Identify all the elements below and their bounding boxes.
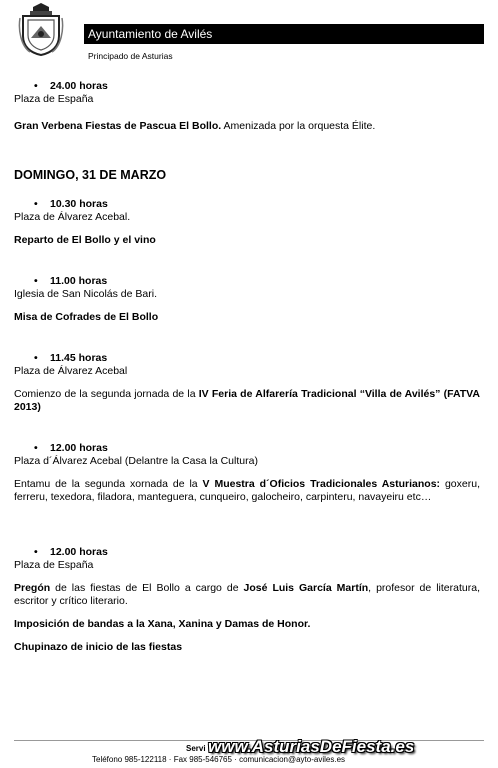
event-description: Entamu de la segunda xornada de la V Muestra d´Oficios Tradicionales Asturianos: goxeru, ferreru, texedora, filadora, manteguera, cunqueiro, galocheiro, carpinteru, navayeiru etc… — [14, 478, 480, 503]
event-description: Comienzo de la segunda jornada de la IV Feria de Alfarería Tradicional “Villa de Avilés” (FATVA 2013) — [14, 388, 480, 413]
event-detail: Chupinazo de inicio de las fiestas — [14, 641, 183, 653]
event-12-00-pregon — [14, 546, 480, 654]
footer-contact: Teléfono 985-122118 · Fax 985-546765 · comunicacion@ayto-aviles.es — [92, 755, 346, 764]
event-place: Plaza de España — [14, 559, 94, 571]
event-description: Gran Verbena Fiestas de Pascua El Bollo. Amenizada por la orquesta Élite. — [14, 120, 376, 132]
event-place: Plaza de Álvarez Acebal — [14, 365, 128, 377]
event-title: Reparto de El Bollo y el vino — [14, 234, 156, 246]
watermark: www.AsturiasDeFiesta.es — [208, 737, 415, 756]
event-24-00 — [14, 80, 480, 133]
event-10-30 — [14, 198, 480, 247]
footer-label: Servi — [186, 744, 206, 753]
event-place: Plaza d´Álvarez Acebal (Delantre la Casa la Cultura) — [14, 455, 258, 467]
bullet-icon: • — [34, 442, 38, 454]
bullet-icon: • — [34, 198, 38, 210]
event-title: Misa de Cofrades de El Bollo — [14, 311, 159, 323]
bullet-icon: • — [34, 352, 38, 364]
event-place: Plaza de España — [14, 93, 94, 105]
event-time: • 11.45 horas — [34, 352, 108, 364]
event-description: Pregón de las fiestas de El Bollo a cargo de José Luis García Martín, profesor de literatura, escritor y crítico literario. — [14, 582, 480, 607]
event-time: • 10.30 horas — [34, 198, 108, 210]
event-detail: Imposición de bandas a la Xana, Xanina y Damas de Honor. — [14, 618, 311, 630]
document-header — [14, 0, 484, 64]
event-place: Iglesia de San Nicolás de Bari. — [14, 288, 157, 300]
coat-of-arms-icon — [18, 2, 64, 56]
bullet-icon: • — [34, 275, 38, 287]
event-time: • 11.00 horas — [34, 275, 108, 287]
header-subtitle: Principado de Asturias — [88, 51, 173, 61]
event-time: • 24.00 horas — [34, 80, 108, 92]
event-place: Plaza de Álvarez Acebal. — [14, 211, 131, 223]
bullet-icon: • — [34, 546, 38, 558]
event-12-00-muestra — [14, 442, 480, 504]
bullet-icon: • — [34, 80, 38, 92]
event-11-45 — [14, 352, 480, 414]
day-heading: DOMINGO, 31 DE MARZO — [14, 168, 167, 182]
event-11-00 — [14, 275, 480, 324]
event-time: • 12.00 horas — [34, 442, 108, 454]
event-time: • 12.00 horas — [34, 546, 108, 558]
header-title: Ayuntamiento de Avilés — [88, 27, 213, 41]
